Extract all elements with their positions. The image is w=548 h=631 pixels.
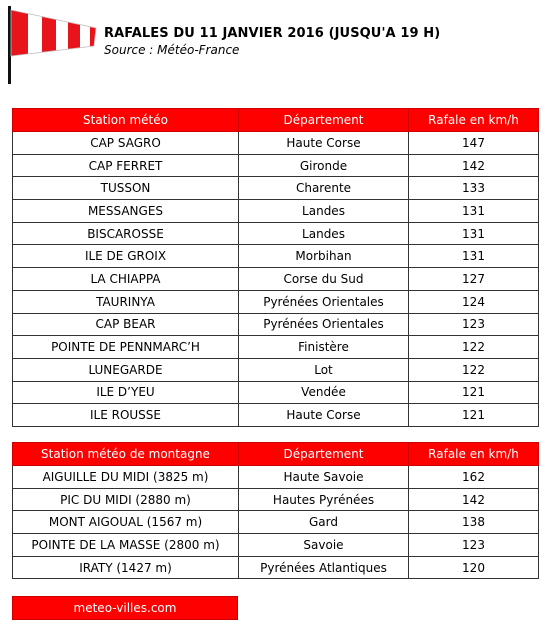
cell-station: POINTE DE LA MASSE (2800 m) [13, 534, 239, 557]
cell-station: MESSANGES [13, 200, 239, 223]
table-header-row [13, 109, 539, 132]
column-header-department: Département [239, 109, 409, 132]
cell-station: LUNEGARDE [13, 358, 239, 381]
cell-gust: 120 [409, 556, 539, 579]
cell-gust: 123 [409, 534, 539, 557]
cell-gust: 121 [409, 381, 539, 404]
cell-gust: 122 [409, 358, 539, 381]
cell-station: CAP BEAR [13, 313, 239, 336]
table-row [13, 132, 539, 155]
cell-station: LA CHIAPPA [13, 268, 239, 291]
source-website-link[interactable]: meteo-villes.com [12, 596, 238, 620]
cell-department: Gard [239, 511, 409, 534]
table-row [13, 466, 539, 489]
cell-department: Landes [239, 200, 409, 223]
gust-table-mountain-stations [12, 442, 539, 579]
cell-department: Morbihan [239, 245, 409, 268]
table-row [13, 177, 539, 200]
table-row [13, 358, 539, 381]
table-row [13, 154, 539, 177]
column-header-station: Station météo de montagne [13, 443, 239, 466]
cell-department: Haute Corse [239, 404, 409, 427]
cell-gust: 123 [409, 313, 539, 336]
cell-gust: 131 [409, 245, 539, 268]
page-header [0, 0, 548, 90]
windsock-icon [8, 6, 100, 86]
table-row [13, 488, 539, 511]
cell-gust: 162 [409, 466, 539, 489]
table-row [13, 534, 539, 557]
cell-gust: 127 [409, 268, 539, 291]
cell-gust: 147 [409, 132, 539, 155]
column-header-department: Département [239, 443, 409, 466]
cell-station: PIC DU MIDI (2880 m) [13, 488, 239, 511]
cell-department: Vendée [239, 381, 409, 404]
source-label: Source : Météo-France [104, 43, 240, 57]
cell-gust: 121 [409, 404, 539, 427]
cell-department: Gironde [239, 154, 409, 177]
cell-gust: 133 [409, 177, 539, 200]
table-header-row [13, 443, 539, 466]
table-row [13, 200, 539, 223]
table-row [13, 222, 539, 245]
cell-station: ILE D’YEU [13, 381, 239, 404]
column-header-station: Station météo [13, 109, 239, 132]
cell-department: Finistère [239, 336, 409, 359]
cell-department: Lot [239, 358, 409, 381]
cell-department: Savoie [239, 534, 409, 557]
table-row [13, 381, 539, 404]
cell-gust: 138 [409, 511, 539, 534]
cell-gust: 124 [409, 290, 539, 313]
cell-station: ILE DE GROIX [13, 245, 239, 268]
cell-station: MONT AIGOUAL (1567 m) [13, 511, 239, 534]
cell-department: Haute Savoie [239, 466, 409, 489]
cell-station: AIGUILLE DU MIDI (3825 m) [13, 466, 239, 489]
table-row [13, 313, 539, 336]
cell-department: Landes [239, 222, 409, 245]
table-row [13, 245, 539, 268]
cell-station: CAP SAGRO [13, 132, 239, 155]
cell-station: BISCAROSSE [13, 222, 239, 245]
column-header-gust: Rafale en km/h [409, 109, 539, 132]
cell-station: TUSSON [13, 177, 239, 200]
page-title: RAFALES DU 11 JANVIER 2016 (JUSQU'A 19 H) [104, 26, 441, 41]
cell-department: Pyrénées Orientales [239, 290, 409, 313]
cell-station: TAURINYA [13, 290, 239, 313]
cell-gust: 131 [409, 200, 539, 223]
cell-department: Charente [239, 177, 409, 200]
cell-station: POINTE DE PENNMARC’H [13, 336, 239, 359]
cell-station: IRATY (1427 m) [13, 556, 239, 579]
cell-station: ILE ROUSSE [13, 404, 239, 427]
table-row [13, 290, 539, 313]
gust-table-stations [12, 108, 539, 427]
cell-department: Hautes Pyrénées [239, 488, 409, 511]
table-row [13, 511, 539, 534]
table-row [13, 268, 539, 291]
table-row [13, 404, 539, 427]
cell-department: Pyrénées Orientales [239, 313, 409, 336]
cell-gust: 131 [409, 222, 539, 245]
cell-department: Corse du Sud [239, 268, 409, 291]
cell-gust: 122 [409, 336, 539, 359]
cell-gust: 142 [409, 154, 539, 177]
cell-gust: 142 [409, 488, 539, 511]
cell-station: CAP FERRET [13, 154, 239, 177]
cell-department: Pyrénées Atlantiques [239, 556, 409, 579]
cell-department: Haute Corse [239, 132, 409, 155]
column-header-gust: Rafale en km/h [409, 443, 539, 466]
table-row [13, 336, 539, 359]
table-row [13, 556, 539, 579]
